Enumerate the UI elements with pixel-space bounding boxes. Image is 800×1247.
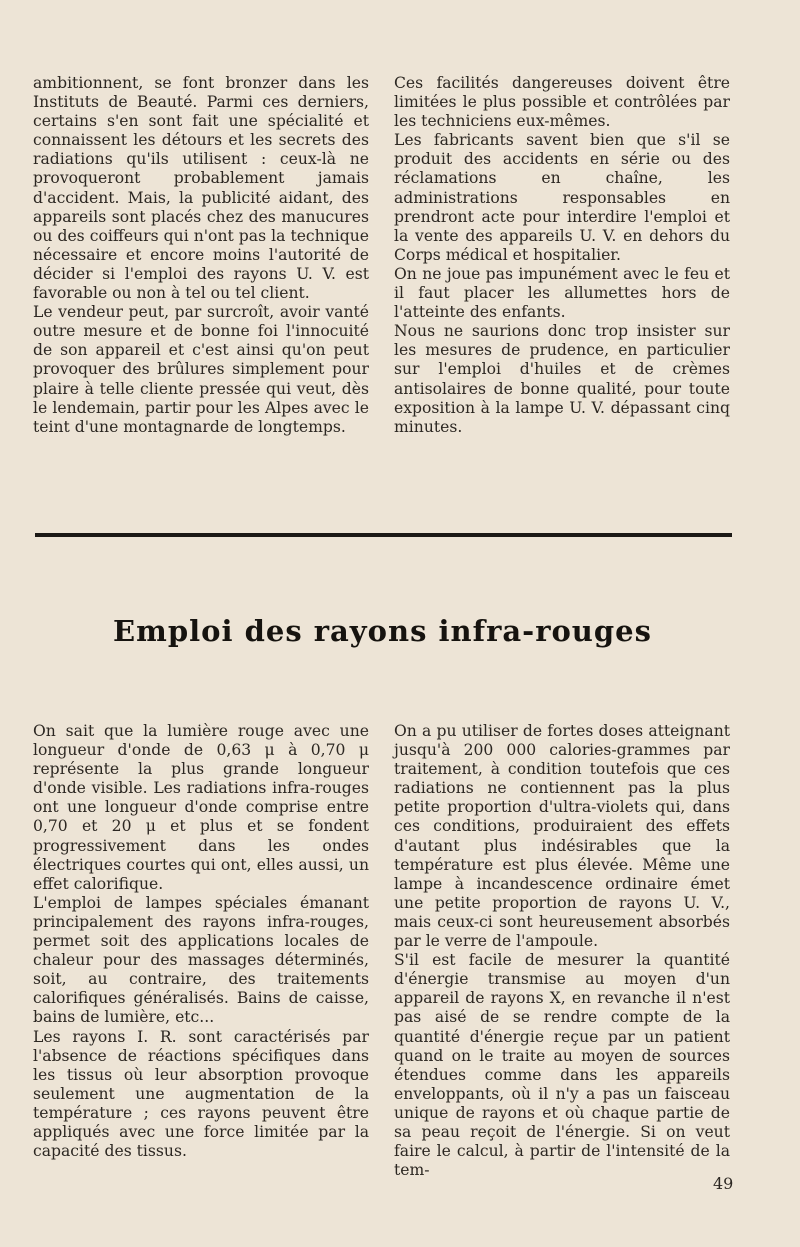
top-left-column	[33, 74, 369, 437]
section-heading: Emploi des rayons infra-rouges	[113, 614, 652, 648]
paragraph: S'il est facile de mesurer la quantité d'énergie transmise au moyen d'un appareil de rayons X, en revanche il n'est pas aisé de se rendre compte de la quantité d'énergie reçue par un patient quand on le traite au moyen de sources étendues comme dans les appareils enveloppants, où il n'y a pas un faisceau unique de rayons et où chaque partie de sa peau reçoit de l'énergie. Si on veut faire le calcul, à partir de l'intensité de la tem-	[394, 951, 730, 1180]
paragraph: On sait que la lumière rouge avec une longueur d'onde de 0,63 μ à 0,70 μ représente la plus grande longueur d'onde visible. Les radiations infra-rouges ont une longueur d'onde comprise entre 0,70 et 20 μ et plus et se fondent progressivement dans les ondes électriques courtes qui ont, elles aussi, un effet calorifique.	[33, 722, 369, 893]
paragraph: On a pu utiliser de fortes doses atteignant jusqu'à 200 000 calories-grammes par traitement, à condition toutefois que ces radiations ne contiennent pas la plus petite proportion d'ultra-violets qui, dans ces conditions, produiraient des effets d'autant plus indésirables que la température est plus élevée. Même une lampe à incandescence ordinaire émet une petite proportion de rayons U. V., mais ceux-ci sont heureusement absorbés par le verre de l'ampoule.	[394, 722, 730, 951]
bottom-right-column	[394, 722, 730, 1180]
paragraph: Le vendeur peut, par surcroît, avoir vanté outre mesure et de bonne foi l'innocuité de son appareil et c'est ainsi qu'on peut provoquer des brûlures simplement pour plaire à telle cliente pressée qui veut, dès le lendemain, partir pour les Alpes avec le teint d'une montagnarde de longtemps.	[33, 303, 369, 436]
paragraph: Ces facilités dangereuses doivent être limitées le plus possible et contrôlées par les techniciens eux-mêmes.	[394, 74, 730, 131]
page-number: 49	[713, 1174, 734, 1193]
top-right-column	[394, 74, 730, 437]
bottom-left-column	[33, 722, 369, 1161]
paragraph: On ne joue pas impunément avec le feu et il faut placer les allumettes hors de l'atteinte des enfants.	[394, 264, 730, 322]
paragraph: Les rayons I. R. sont caractérisés par l'absence de réactions spécifiques dans les tissus où leur absorption provoque seulement une augmentation de la température ; ces rayons peuvent être appliqués avec une force limitée par la capacité des tissus.	[33, 1027, 369, 1161]
section-divider	[35, 533, 732, 537]
paragraph: Les fabricants savent bien que s'il se produit des accidents en série ou des réclamations en chaîne, les administrations responsables en prendront acte pour interdire l'emploi et la vente des appareils U. V. en dehors du Corps médical et hospitalier.	[394, 131, 730, 264]
paragraph: Nous ne saurions donc trop insister sur les mesures de prudence, en particulier sur l'emploi d'huiles et de crèmes antisolaires de bonne qualité, pour toute exposition à la lampe U. V. dépassant cinq minutes.	[394, 322, 730, 436]
paragraph: L'emploi de lampes spéciales émanant principalement des rayons infra-rouges, permet soit des applications locales de chaleur pour des massages déterminés, soit, au contraire, des traitements calorifiques généralisés. Bains de caisse, bains de lumière, etc...	[33, 893, 369, 1027]
paragraph: ambitionnent, se font bronzer dans les Instituts de Beauté. Parmi ces derniers, certains s'en sont fait une spécialité et connaissent les détours et les secrets des radiations qu'ils utilisent : ceux-là ne provoqueront probablement jamais d'accident. Mais, la publicité aidant, des appareils sont placés chez des manucures ou des coiffeurs qui n'ont pas la technique nécessaire et encore moins l'autorité de décider si l'emploi des rayons U. V. est favorable ou non à tel ou tel client.	[33, 74, 369, 303]
